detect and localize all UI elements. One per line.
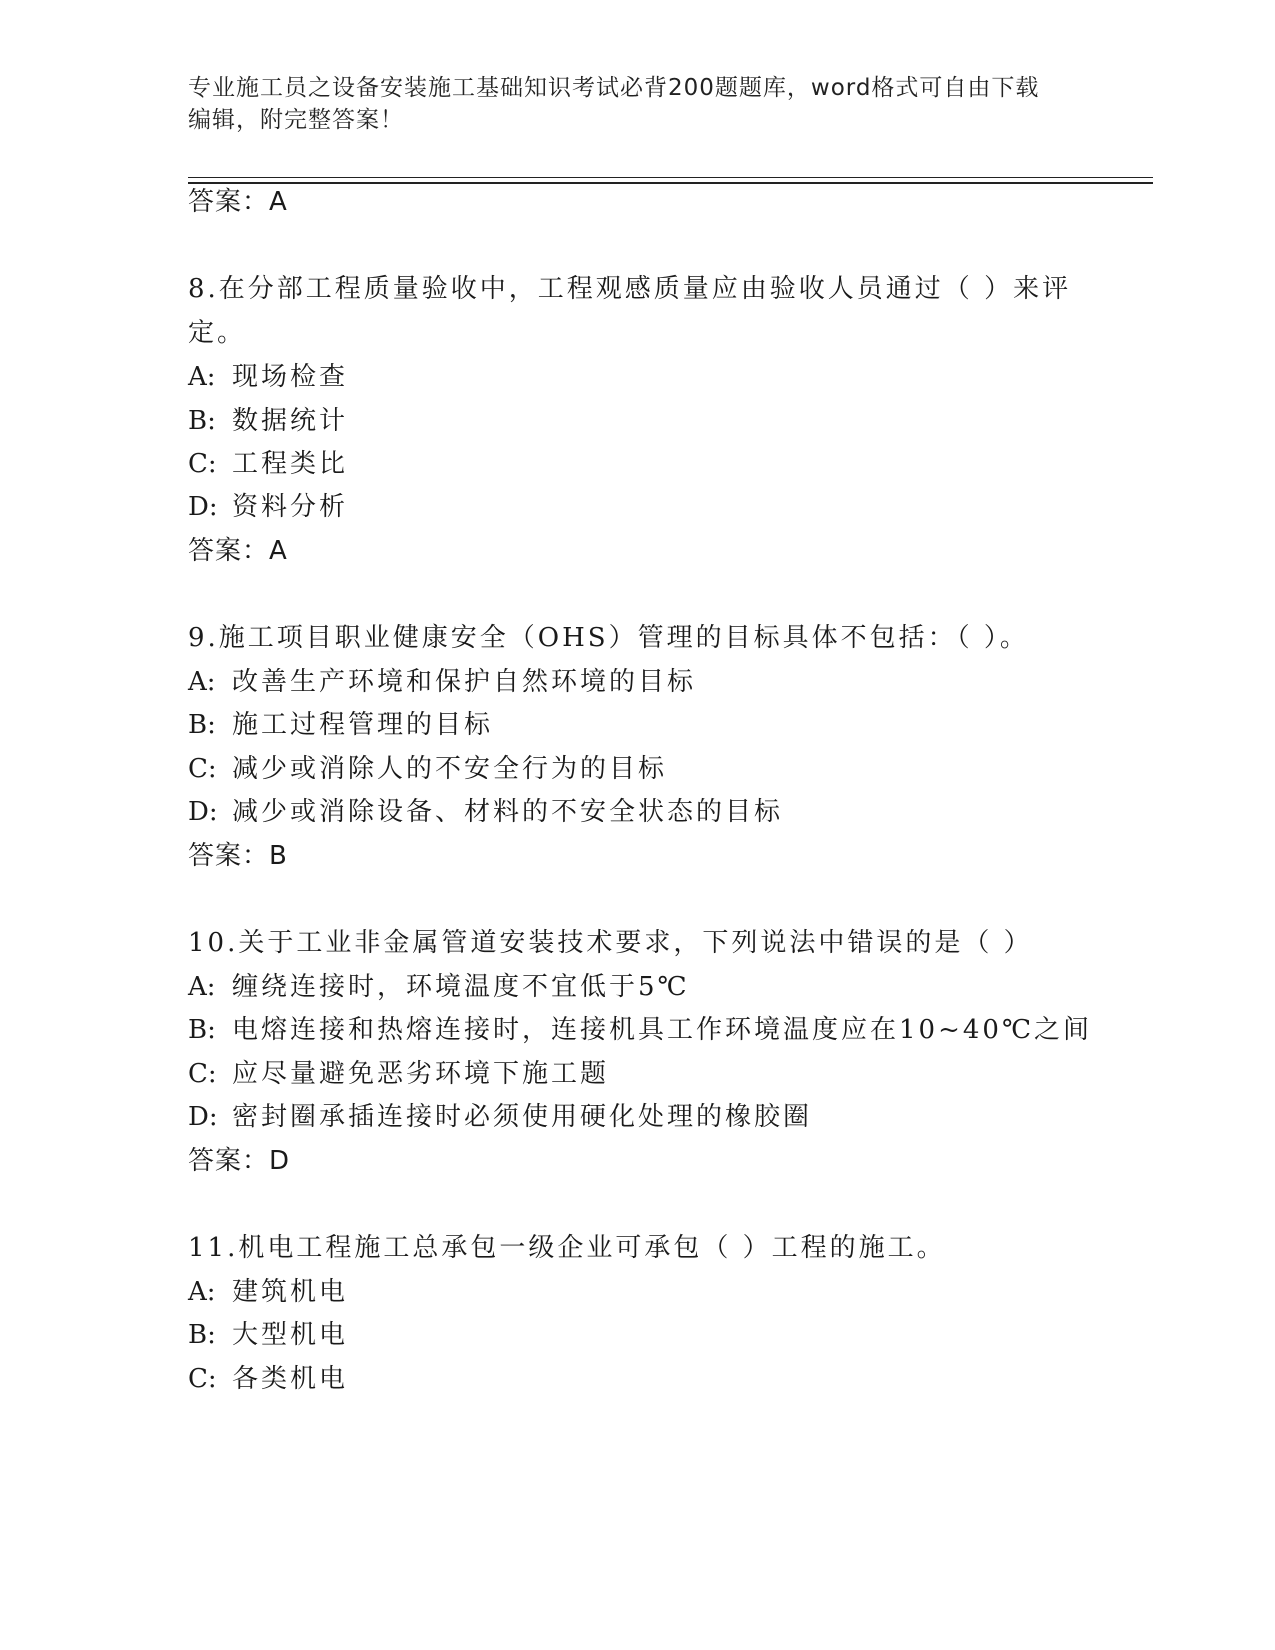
option-text: 建筑机电 (232, 1277, 349, 1307)
question-8-option-a (188, 361, 348, 393)
document-header (188, 72, 1088, 136)
option-letter: B: (188, 1015, 216, 1045)
option-letter: C: (188, 1059, 217, 1089)
question-11-option-a (188, 1276, 348, 1308)
option-letter: A: (188, 1277, 216, 1307)
option-text: 各类机电 (232, 1364, 349, 1394)
question-9-option-c (188, 753, 667, 785)
option-letter: D: (188, 492, 218, 522)
option-text: 大型机电 (232, 1320, 349, 1350)
option-letter: B: (188, 710, 216, 740)
option-text: 工程类比 (232, 449, 349, 479)
question-9-answer: 答案：B (188, 841, 288, 871)
option-text: 改善生产环境和保护自然环境的目标 (232, 667, 697, 697)
question-10-option-a (188, 971, 690, 1003)
question-11-stem: 11.机电工程施工总承包一级企业可承包（ ）工程的施工。 (188, 1233, 946, 1263)
option-text: 应尽量避免恶劣环境下施工题 (232, 1059, 610, 1089)
option-text: 缠绕连接时，环境温度不宜低于5℃ (232, 972, 690, 1002)
answer-previous: 答案：A (188, 187, 288, 217)
question-11-option-c (188, 1363, 348, 1395)
option-text: 施工过程管理的目标 (232, 710, 494, 740)
option-letter: B: (188, 406, 216, 436)
option-text: 减少或消除人的不安全行为的目标 (232, 754, 668, 784)
question-10-option-d (188, 1101, 812, 1133)
header-title-line-1: 专业施工员之设备安装施工基础知识考试必背200题题库，word格式可自由下载 (188, 75, 1040, 101)
question-9-option-d (188, 796, 783, 828)
option-letter: C: (188, 754, 217, 784)
option-letter: D: (188, 1102, 218, 1132)
question-10-option-b (188, 1014, 1092, 1046)
option-letter: A: (188, 972, 216, 1002)
option-letter: B: (188, 1320, 216, 1350)
option-letter: D: (188, 797, 218, 827)
question-10-stem: 10.关于工业非金属管道安装技术要求，下列说法中错误的是（ ） (188, 928, 1033, 958)
question-8-stem-line-1: 8.在分部工程质量验收中，工程观感质量应由验收人员通过（ ）来评 (188, 274, 1072, 304)
question-9-stem: 9.施工项目职业健康安全（OHS）管理的目标具体不包括：（ ）。 (188, 623, 1029, 653)
option-letter: A: (188, 667, 216, 697)
header-divider-thick (188, 182, 1153, 184)
question-9-option-a (188, 666, 696, 698)
option-letter: C: (188, 449, 217, 479)
question-8-option-d (188, 491, 348, 523)
question-8-stem-line-2: 定。 (188, 318, 247, 348)
question-8-option-b (188, 405, 348, 437)
question-10-answer: 答案：D (188, 1146, 291, 1176)
option-letter: A: (188, 362, 216, 392)
option-letter: C: (188, 1364, 217, 1394)
question-8-option-c (188, 448, 348, 480)
option-text: 数据统计 (232, 406, 349, 436)
header-divider-thin (188, 177, 1153, 178)
header-title-line-2: 编辑，附完整答案！ (188, 107, 404, 133)
question-11-option-b (188, 1319, 348, 1351)
option-text: 资料分析 (232, 492, 349, 522)
question-10-option-c (188, 1058, 609, 1090)
question-9-option-b (188, 709, 493, 741)
question-8-answer: 答案：A (188, 536, 288, 566)
option-text: 电熔连接和热熔连接时，连接机具工作环境温度应在10~40℃之间 (232, 1015, 1093, 1045)
option-text: 密封圈承插连接时必须使用硬化处理的橡胶圈 (232, 1102, 813, 1132)
option-text: 现场检查 (232, 362, 349, 392)
option-text: 减少或消除设备、材料的不安全状态的目标 (232, 797, 784, 827)
